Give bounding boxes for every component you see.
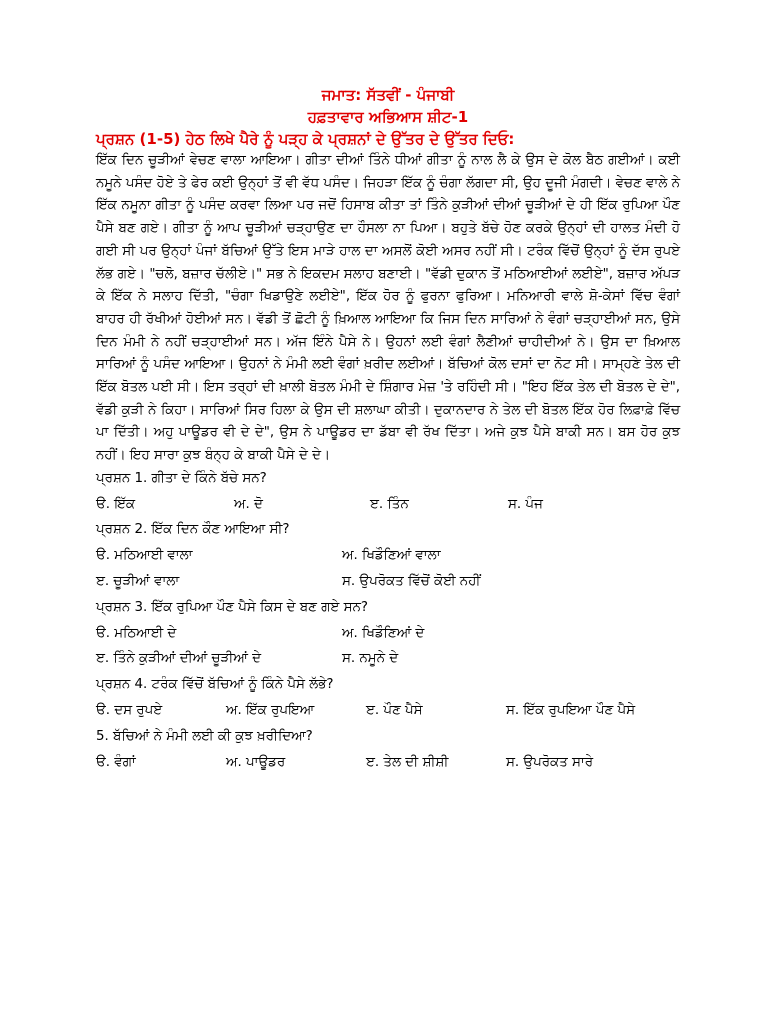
q4-option-c: ੲ. ਪੌਣ ਪੈਸੇ bbox=[366, 703, 423, 719]
q1-option-a: ੳ. ਇੱਕ bbox=[96, 496, 136, 512]
question-1-options bbox=[96, 494, 680, 520]
question-5-options bbox=[96, 752, 680, 778]
q3-option-c: ੲ. ਤਿੰਨੇ ਕੁੜੀਆਂ ਦੀਆਂ ਚੂੜੀਆਂ ਦੇ bbox=[96, 651, 262, 667]
worksheet-page bbox=[96, 84, 680, 777]
question-2: ਪ੍ਰਸ਼ਨ 2. ਇੱਕ ਦਿਨ ਕੌਣ ਆਇਆ ਸੀ? bbox=[96, 522, 290, 538]
q3-option-b: ਅ. ਖਿਡੌਣਿਆਂ ਦੇ bbox=[342, 625, 425, 641]
q2-option-a: ੳ. ਮਠਿਆਈ ਵਾਲਾ bbox=[96, 548, 193, 564]
q5-option-a: ੳ. ਵੰਗਾਂ bbox=[96, 754, 136, 770]
question-3-options-row-2 bbox=[96, 648, 680, 674]
question-5: 5. ਬੱਚਿਆਂ ਨੇ ਮੰਮੀ ਲਈ ਕੀ ਕੁਝ ਖ਼ਰੀਦਿਆ? bbox=[96, 728, 313, 744]
q4-option-a: ੳ. ਦਸ ਰੁਪਏ bbox=[96, 703, 163, 719]
question-3-options-row-1 bbox=[96, 623, 680, 649]
question-2-options-row-2 bbox=[96, 571, 680, 597]
q1-option-b: ਅ. ਦੋ bbox=[234, 496, 263, 512]
class-title: ਜਮਾਤ: ਸੱਤਵੀਂ - ਪੰਜਾਬੀ bbox=[321, 86, 455, 104]
question-1: ਪ੍ਰਸ਼ਨ 1. ਗੀਤਾ ਦੇ ਕਿੰਨੇ ਬੱਚੇ ਸਨ? bbox=[96, 470, 267, 486]
q3-option-a: ੳ. ਮਠਿਆਈ ਦੇ bbox=[96, 625, 177, 641]
q5-option-b: ਅ. ਪਾਊਡਰ bbox=[226, 754, 286, 770]
q1-option-d: ਸ. ਪੰਜ bbox=[508, 496, 543, 512]
q3-option-d: ਸ. ਨਮੂਨੇ ਦੇ bbox=[342, 651, 399, 667]
q4-option-b: ਅ. ਇੱਕ ਰੁਪਇਆ bbox=[226, 703, 315, 719]
q2-option-b: ਅ. ਖਿਡੌਣਿਆਂ ਵਾਲਾ bbox=[342, 548, 441, 564]
q5-option-c: ੲ. ਤੇਲ ਦੀ ਸ਼ੀਸ਼ੀ bbox=[366, 754, 449, 770]
q5-option-d: ਸ. ਉਪਰੋਕਤ ਸਾਰੇ bbox=[506, 754, 594, 770]
q2-option-c: ੲ. ਚੂੜੀਆਂ ਵਾਲਾ bbox=[96, 574, 180, 590]
reading-passage: ਇੱਕ ਦਿਨ ਚੂੜੀਆਂ ਵੇਚਣ ਵਾਲਾ ਆਇਆ। ਗੀਤਾ ਦੀਆਂ ਤਿੰਨੇ ਧੀਆਂ ਗੀਤਾ ਨੂੰ ਨਾਲ ਲੈ ਕੇ ਉਸ ਦੇ ਕੋਲ ਬੈਠ ਗਈਆਂ। ਕਈ ਨਮੂਨੇ ਪਸੰਦ ਹੋਏ ਤੇ ਫੇਰ ਕਈ ਉਨ੍ਹਾਂ ਤੋਂ ਵੀ ਵੱਧ ਪਸੰਦ। ਜਿਹੜਾ ਇੱਕ ਨੂੰ ਚੰਗਾ ਲੱਗਦਾ ਸੀ, ਉਹ ਦੂਜੀ ਮੰਗਦੀ। ਵੇਚਣ ਵਾਲੇ ਨੇ ਇੱਕ ਨਮੂਨਾ ਗੀਤਾ ਨੂੰ ਪਸੰਦ ਕਰਵਾ ਲਿਆ ਪਰ ਜਦੋਂ ਹਿਸਾਬ ਕੀਤਾ ਤਾਂ ਤਿੰਨੇ ਕੁੜੀਆਂ ਦੀਆਂ ਚੂੜੀਆਂ ਦੇ ਹੀ ਇੱਕ ਰੁਪਿਆ ਪੌਣ ਪੈਸੇ ਬਣ ਗਏ। ਗੀਤਾ ਨੂੰ ਆਪ ਚੂੜੀਆਂ ਚੜ੍ਹਾਉਣ ਦਾ ਹੌਸਲਾ ਨਾ ਪਿਆ। ਬਹੁਤੇ ਬੱਚੇ ਹੋਣ ਕਰਕੇ ਉਨ੍ਹਾਂ ਦੀ ਹਾਲਤ ਮੰਦੀ ਹੋ ਗਈ ਸੀ ਪਰ ਉਨ੍ਹਾਂ ਪੰਜਾਂ ਬੱਚਿਆਂ ਉੱਤੇ ਇਸ ਮਾੜੇ ਹਾਲ ਦਾ ਅਸਲੋਂ ਕੋਈ ਅਸਰ ਨਹੀਂ ਸੀ। ਟਰੰਕ ਵਿੱਚੋਂ ਉਨ੍ਹਾਂ ਨੂੰ ਦੱਸ ਰੁਪਏ ਲੱਭ ਗਏ। "ਚਲੋ, ਬਜ਼ਾਰ ਚੱਲੀਏ।" ਸਭ ਨੇ ਇਕਦਮ ਸਲਾਹ ਬਣਾਈ। "ਵੱਡੀ ਦੁਕਾਨ ਤੋਂ ਮਠਿਆਈਆਂ ਲਈਏ", ਬਜ਼ਾਰ ਅੱਪੜ ਕੇ ਇੱਕ ਨੇ ਸਲਾਹ ਦਿੱਤੀ, "ਚੰਗਾ ਖਿਡਾਉਣੇ ਲਈਏ", ਇੱਕ ਹੋਰ ਨੂੰ ਫੁਰਨਾ ਫੁਰਿਆ। ਮਨਿਆਰੀ ਵਾਲੇ ਸ਼ੋ-ਕੇਸਾਂ ਵਿੱਚ ਵੰਗਾਂ ਬਾਹਰ ਹੀ ਰੱਖੀਆਂ ਹੋਈਆਂ ਸਨ। ਵੱਡੀ ਤੋਂ ਛੋਟੀ ਨੂੰ ਖ਼ਿਆਲ ਆਇਆ ਕਿ ਜਿਸ ਦਿਨ ਸਾਰਿਆਂ ਨੇ ਵੰਗਾਂ ਚੜ੍ਹਾਈਆਂ ਸਨ, ਉਸੇ ਦਿਨ ਮੰਮੀ ਨੇ ਨਹੀਂ ਚੜ੍ਹਾਈਆਂ ਸਨ। ਅੱਜ ਇੰਨੇ ਪੈਸੇ ਨੇ। ਉਹਨਾਂ ਲਈ ਵੰਗਾਂ ਲੈਣੀਆਂ ਚਾਹੀਦੀਆਂ ਨੇ। ਉਸ ਦਾ ਖ਼ਿਆਲ ਸਾਰਿਆਂ ਨੂੰ ਪਸੰਦ ਆਇਆ। ਉਹਨਾਂ ਨੇ ਮੰਮੀ ਲਈ ਵੰਗਾਂ ਖ਼ਰੀਦ ਲਈਆਂ। ਬੱਚਿਆਂ ਕੋਲ ਦਸਾਂ ਦਾ ਨੋਟ ਸੀ। ਸਾਮ੍ਹਣੇ ਤੇਲ ਦੀ ਇੱਕ ਬੋਤਲ ਪਈ ਸੀ। ਇਸ ਤਰ੍ਹਾਂ ਦੀ ਖ਼ਾਲੀ ਬੋਤਲ ਮੰਮੀ ਦੇ ਸ਼ਿੰਗਾਰ ਮੇਜ਼ 'ਤੇ ਰਹਿੰਦੀ ਸੀ। "ਇਹ ਇੱਕ ਤੇਲ ਦੀ ਬੋਤਲ ਦੇ ਦੇ", ਵੱਡੀ ਕੁੜੀ ਨੇ ਕਿਹਾ। ਸਾਰਿਆਂ ਸਿਰ ਹਿਲਾ ਕੇ ਉਸ ਦੀ ਸ਼ਲਾਘਾ ਕੀਤੀ। ਦੁਕਾਨਦਾਰ ਨੇ ਤੇਲ ਦੀ ਬੋਤਲ ਇੱਕ ਹੋਰ ਲਿਫ਼ਾਫ਼ੇ ਵਿੱਚ ਪਾ ਦਿੱਤੀ। ਅਹੁ ਪਾਊਡਰ ਵੀ ਦੇ ਦੇ", ਉਸ ਨੇ ਪਾਊਡਰ ਦਾ ਡੱਬਾ ਵੀ ਰੱਖ ਦਿੱਤਾ। ਅਜੇ ਕੁਝ ਪੈਸੇ ਬਾਕੀ ਸਨ। ਬਸ ਹੋਰ ਕੁਝ ਨਹੀਂ। ਇਹ ਸਾਰਾ ਕੁਝ ਬੰਨ੍ਹ ਕੇ ਬਾਕੀ ਪੈਸੇ ਦੇ ਦੇ। bbox=[96, 153, 680, 464]
instruction-heading: ਪ੍ਰਸ਼ਨ (1-5) ਹੇਠ ਲਿਖੇ ਪੈਰੇ ਨੂੰ ਪੜ੍ਹ ਕੇ ਪ੍ਰਸ਼ਨਾਂ ਦੇ ਉੱਤਰ ਦੇ ਉੱਤਰ ਦਿਓ: bbox=[96, 130, 515, 148]
question-3: ਪ੍ਰਸ਼ਨ 3. ਇੱਕ ਰੁਪਿਆ ਪੌਣ ਪੈਸੇ ਕਿਸ ਦੇ ਬਣ ਗਏ ਸਨ? bbox=[96, 599, 368, 615]
q4-option-d: ਸ. ਇੱਕ ਰੁਪਇਆ ਪੌਣ ਪੈਸੇ bbox=[506, 703, 636, 719]
question-4: ਪ੍ਰਸ਼ਨ 4. ਟਰੰਕ ਵਿੱਚੋਂ ਬੱਚਿਆਂ ਨੂੰ ਕਿੰਨੇ ਪੈਸੇ ਲੱਭੇ? bbox=[96, 677, 334, 693]
q1-option-c: ੲ. ਤਿੰਨ bbox=[370, 496, 409, 512]
question-4-options bbox=[96, 700, 680, 726]
sheet-title: ਹਫ਼ਤਾਵਾਰ ਅਭਿਆਸ ਸ਼ੀਟ-1 bbox=[307, 108, 469, 126]
q2-option-d: ਸ. ਉਪਰੋਕਤ ਵਿੱਚੋਂ ਕੋਈ ਨਹੀਂ bbox=[342, 574, 481, 590]
question-2-options-row-1 bbox=[96, 545, 680, 571]
